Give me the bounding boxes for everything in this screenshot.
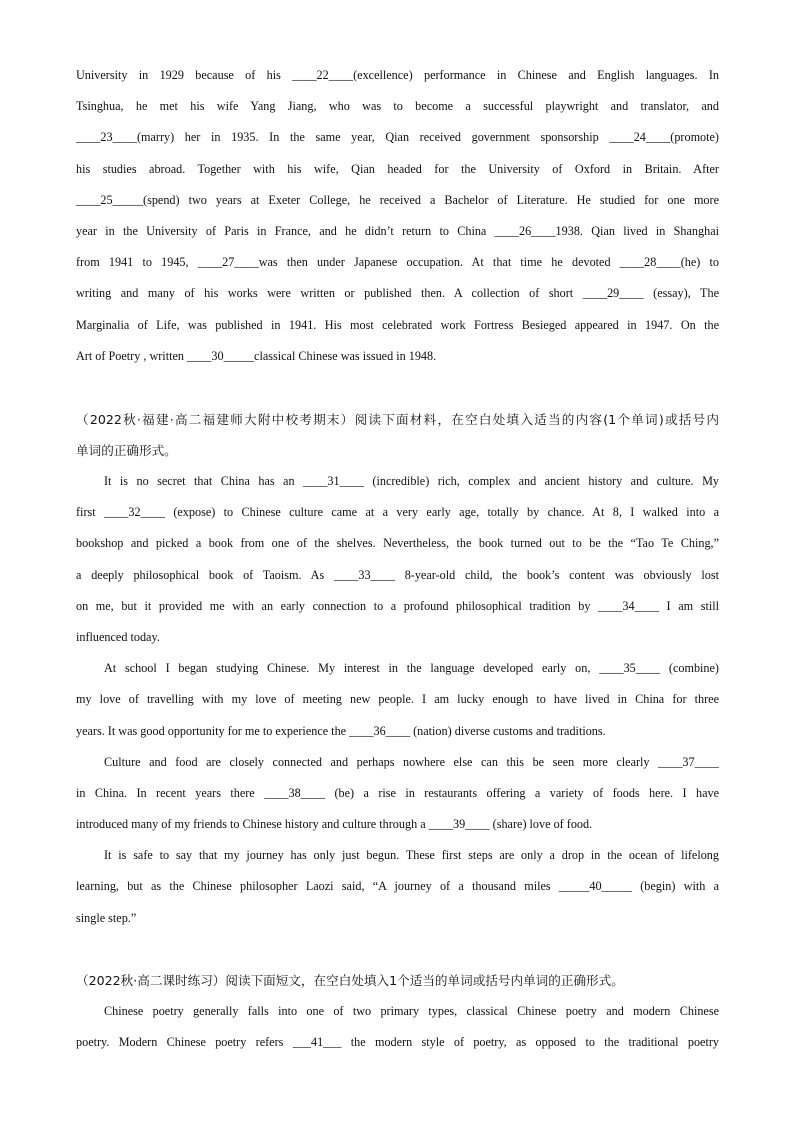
passage-line: At school I began studying Chinese. My interest in the language developed early on, ____35____ (combine) <box>104 661 719 676</box>
passage-line: a deeply philosophical book of Taoism. As ____33____ 8-year-old child, the book’s content was obviously lost <box>76 567 719 582</box>
passage-line: on me, but it provided me with an early connection to a profound philosophical tradition by ____34____ I am still <box>76 598 719 613</box>
passage-line: years. It was good opportunity for me to experience the ____36____ (nation) diverse customs and traditions. <box>76 723 606 738</box>
passage-line: bookshop and picked a book from one of the shelves. Nevertheless, the book turned out to be the “Tao Te Ching,” <box>76 536 719 551</box>
passage-line: learning, but as the Chinese philosopher Laozi said, “A journey of a thousand miles _____40_____ (begin) with a <box>76 879 719 894</box>
passage-line: Marginalia of Life, was published in 1941. His most celebrated work Fortress Besieged appeared in 1947. On the <box>76 317 719 332</box>
passage-line: influenced today. <box>76 629 160 644</box>
passage-line: year in the University of Paris in France, and he didn’t return to China ____26____1938. Qian lived in Shanghai <box>76 223 719 238</box>
passage-line: first ____32____ (expose) to Chinese culture came at a very early age, totally by chance. At 8, I walked into a <box>76 505 719 520</box>
passage-line: his studies abroad. Together with his wife, Qian headed for the University of Oxford in Britain. After <box>76 161 719 176</box>
passage-line: Tsinghua, he met his wife Yang Jiang, who was to become a successful playwright and translator, and <box>76 99 719 114</box>
passage-line: It is no secret that China has an ____31____ (incredible) rich, complex and ancient history and culture. My <box>104 474 719 488</box>
passage-line: It is safe to say that my journey has only just begun. These first steps are only a drop in the ocean of lifelong <box>104 848 719 863</box>
section-3-heading <box>76 965 719 996</box>
passage-line: ____23____(marry) her in 1935. In the same year, Qian received government sponsorship ____24____(promote) <box>76 130 719 145</box>
passage-line: writing and many of his works were written or published then. A collection of short ____29____ (essay), The <box>76 286 719 301</box>
passage-line: Chinese poetry generally falls into one of two primary types, classical Chinese poetry and modern Chinese <box>104 1004 719 1018</box>
passage-line: Art of Poetry , written ____30_____classical Chinese was issued in 1948. <box>76 348 437 363</box>
section-2-heading <box>76 404 719 466</box>
passage-3 <box>76 996 719 1058</box>
passage-line: in China. In recent years there ____38____ (be) a rise in restaurants offering a variety of foods here. I have <box>76 785 719 800</box>
passage-line: my love of travelling with my love of meeting new people. I am lucky enough to have lived in China for three <box>76 692 719 707</box>
passage-line: from 1941 to 1945, ____27____was then under Japanese occupation. At that time he devoted ____28____(he) to <box>76 255 719 270</box>
passage-line: Culture and food are closely connected and perhaps nowhere else can this be seen more clearly ____37____ <box>104 754 719 769</box>
passage-line: ____25_____(spend) two years at Exeter College, he received a Bachelor of Literature. He studied for one more <box>76 192 719 207</box>
passage-1 <box>76 60 719 372</box>
passage-line: poetry. Modern Chinese poetry refers ___41___ the modern style of poetry, as opposed to the traditional poetry <box>76 1035 719 1050</box>
heading-line: 单词的正确形式。 <box>76 443 177 459</box>
passage-line: University in 1929 because of his ____22____(excellence) performance in Chinese and English languages. In <box>76 68 719 82</box>
heading-line: （2022秋·福建·高二福建师大附中校考期末）阅读下面材料，在空白处填入适当的内容(1个单词)或括号内 <box>76 412 719 427</box>
passage-line: single step.” <box>76 910 137 925</box>
heading-line: （2022秋·高二课时练习）阅读下面短文，在空白处填入1个适当的单词或括号内单词的正确形式。 <box>76 973 624 988</box>
passage-2 <box>76 466 719 934</box>
passage-line: introduced many of my friends to Chinese history and culture through a ____39____ (share) love of food. <box>76 817 593 832</box>
